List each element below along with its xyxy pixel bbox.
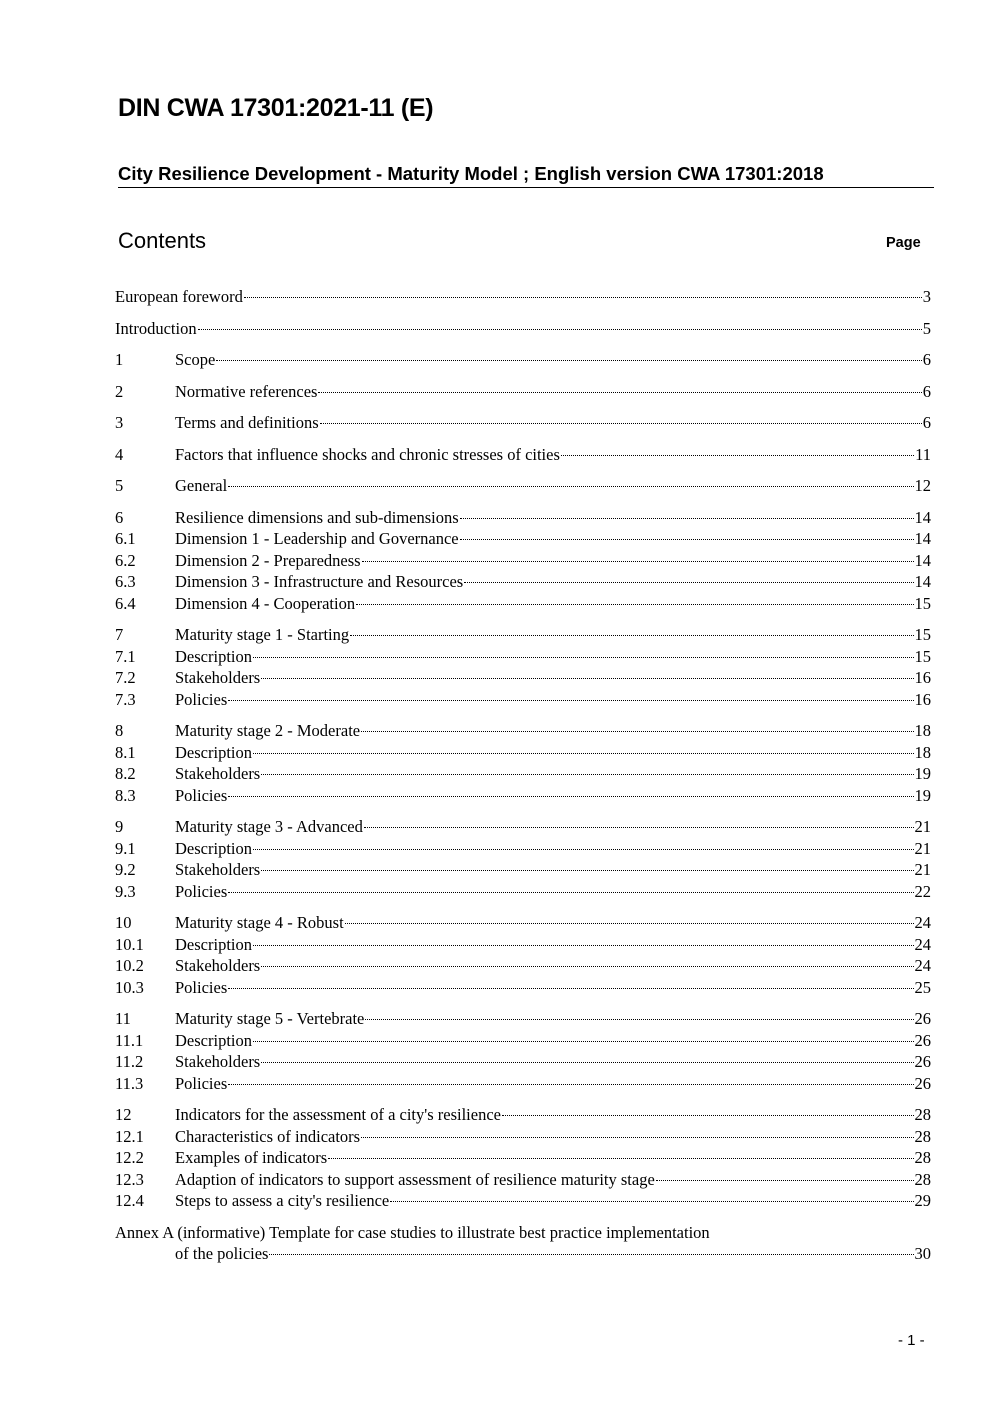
footer-page-number: - 1 - <box>898 1332 925 1349</box>
toc-entry-label: Policies <box>175 977 228 997</box>
toc-entry-label: Description <box>175 934 252 954</box>
toc-leader-dots <box>460 539 914 540</box>
toc-leader-dots <box>244 297 922 298</box>
toc-entry-label: Examples of indicators <box>175 1148 328 1167</box>
toc-entry-page: 28 <box>914 1105 931 1124</box>
toc-entry[interactable] <box>115 528 931 550</box>
toc-entry-number: 10.3 <box>115 977 144 997</box>
toc-entry-label: Dimension 2 - Preparedness <box>175 550 361 570</box>
toc-entry[interactable] <box>115 955 931 977</box>
toc-leader-dots <box>253 657 914 658</box>
toc-entry[interactable] <box>115 318 931 340</box>
toc-entry-page: 21 <box>914 817 931 836</box>
toc-entry-number: 8.1 <box>115 742 136 762</box>
contents-heading: Contents <box>118 228 207 253</box>
toc-leader-dots <box>228 700 913 701</box>
toc-entry-label: Factors that influence shocks and chronic stresses of cities <box>175 444 560 464</box>
toc-leader-dots <box>261 678 913 679</box>
toc-entry-page: 19 <box>914 785 931 805</box>
toc-entry-number: 3 <box>115 413 124 432</box>
toc-entry-number: 8.2 <box>115 764 136 783</box>
toc-entry-page: 16 <box>914 689 931 709</box>
toc-entry[interactable] <box>115 286 931 308</box>
toc-leader-dots <box>261 966 913 967</box>
toc-entry-page: 28 <box>914 1148 931 1167</box>
toc-leader-dots <box>261 774 913 775</box>
toc-entry-label: Policies <box>175 689 228 709</box>
toc-entry-label: Maturity stage 2 - Moderate <box>175 721 361 740</box>
toc-leader-dots <box>253 945 914 946</box>
toc-leader-dots <box>361 731 913 732</box>
toc-leader-dots <box>228 796 913 797</box>
toc-entry-label: Dimension 1 - Leadership and Governance <box>175 529 459 548</box>
toc-entry-label: Maturity stage 3 - Advanced <box>175 817 363 836</box>
table-of-contents <box>115 286 931 1265</box>
toc-entry[interactable] <box>115 934 931 956</box>
toc-entry-page: 14 <box>914 529 931 548</box>
toc-entry[interactable] <box>115 742 931 764</box>
toc-leader-dots <box>320 423 922 424</box>
toc-entry-label: Introduction <box>115 318 197 338</box>
toc-leader-dots <box>228 988 913 989</box>
toc-entry-page: 3 <box>922 287 931 306</box>
toc-entry[interactable] <box>115 507 931 529</box>
toc-entry-label: Maturity stage 5 - Vertebrate <box>175 1009 365 1028</box>
toc-entry[interactable] <box>115 785 931 807</box>
toc-entry-number: 11 <box>115 1009 131 1028</box>
toc-entry-number: 10.1 <box>115 934 144 954</box>
toc-entry-page: 24 <box>914 956 931 975</box>
toc-entry[interactable] <box>115 720 931 742</box>
toc-entry[interactable] <box>115 646 931 668</box>
toc-entry-page: 22 <box>914 881 931 901</box>
toc-entry-page: 16 <box>914 668 931 687</box>
toc-leader-dots <box>198 329 922 330</box>
toc-entry-page: 26 <box>914 1009 931 1028</box>
toc-entry-page: 5 <box>922 318 931 338</box>
toc-entry[interactable] <box>115 689 931 711</box>
toc-entry-label: Indicators for the assessment of a city's resilience <box>175 1105 501 1124</box>
toc-entry[interactable] <box>115 838 931 860</box>
toc-entry[interactable] <box>115 912 931 934</box>
toc-entry-number: 9 <box>115 817 124 836</box>
toc-leader-dots <box>356 604 913 605</box>
toc-entry-number: 8.3 <box>115 785 136 805</box>
toc-entry-label: Terms and definitions <box>175 413 319 432</box>
toc-entry-number: 6.1 <box>115 529 136 548</box>
toc-entry-number: 11.3 <box>115 1073 144 1093</box>
toc-entry-page: 19 <box>914 764 931 783</box>
toc-leader-dots <box>318 392 921 393</box>
toc-leader-dots <box>464 582 913 583</box>
toc-entry-number: 9.2 <box>115 860 136 879</box>
toc-entry-number: 7.2 <box>115 668 136 687</box>
toc-entry-label: Policies <box>175 1073 228 1093</box>
document-title: DIN CWA 17301:2021-11 (E) <box>118 94 434 122</box>
toc-entry-page: 12 <box>914 476 931 495</box>
toc-entry-label: Stakeholders <box>175 956 261 975</box>
toc-entry[interactable] <box>115 444 931 466</box>
toc-entry-page: 28 <box>914 1126 931 1146</box>
toc-entry-number: 8 <box>115 721 124 740</box>
toc-entry-page: 18 <box>914 742 931 762</box>
toc-leader-dots <box>656 1180 914 1181</box>
page-column-heading: Page <box>886 235 921 251</box>
toc-entry[interactable] <box>115 624 931 646</box>
toc-entry-label: Description <box>175 1030 252 1050</box>
toc-entry[interactable] <box>115 1190 931 1212</box>
toc-entry[interactable] <box>115 881 931 903</box>
toc-entry-page: 14 <box>914 572 931 591</box>
toc-leader-dots <box>361 1137 913 1138</box>
toc-entry-label: Adaption of indicators to support assessment of resilience maturity stage <box>175 1169 655 1189</box>
toc-leader-dots <box>345 923 914 924</box>
toc-entry-number: 12.4 <box>115 1191 144 1210</box>
toc-leader-dots <box>261 1062 913 1063</box>
toc-entry-page: 25 <box>914 977 931 997</box>
toc-entry[interactable] <box>115 593 931 615</box>
toc-entry[interactable] <box>115 1147 931 1169</box>
toc-leader-dots <box>269 1254 913 1255</box>
toc-leader-dots <box>253 753 914 754</box>
toc-entry[interactable] <box>115 1126 931 1148</box>
toc-entry-label: Scope <box>175 350 216 369</box>
toc-entry-page: 14 <box>914 507 931 527</box>
toc-entry-page: 21 <box>914 838 931 858</box>
toc-entry-page: 29 <box>914 1191 931 1210</box>
toc-entry-page: 24 <box>914 934 931 954</box>
toc-leader-dots <box>228 486 913 487</box>
toc-entry-number: 9.1 <box>115 838 136 858</box>
toc-entry-page: 11 <box>915 444 931 464</box>
toc-entry-page: 15 <box>914 625 931 644</box>
toc-entry-page: 26 <box>914 1030 931 1050</box>
toc-entry-number: 12.3 <box>115 1169 144 1189</box>
toc-entry[interactable] <box>115 1051 931 1073</box>
toc-entry-page: 18 <box>914 721 931 740</box>
toc-entry[interactable] <box>115 412 931 434</box>
toc-entry-label: Resilience dimensions and sub-dimensions <box>175 507 459 527</box>
toc-entry-label: Description <box>175 742 252 762</box>
toc-entry-label: Stakeholders <box>175 1052 261 1071</box>
toc-leader-dots <box>253 1041 914 1042</box>
toc-entry[interactable] <box>115 1008 931 1030</box>
toc-entry-label: Normative references <box>175 381 318 401</box>
toc-entry-label: Maturity stage 1 - Starting <box>175 625 350 644</box>
toc-entry-label: General <box>175 476 228 495</box>
toc-leader-dots <box>261 870 913 871</box>
toc-leader-dots <box>228 1084 913 1085</box>
toc-entry-page: 24 <box>914 913 931 932</box>
toc-entry[interactable] <box>115 763 931 785</box>
toc-entry[interactable] <box>115 667 931 689</box>
toc-entry-label: Stakeholders <box>175 668 261 687</box>
toc-entry-label: Stakeholders <box>175 860 261 879</box>
toc-entry[interactable] <box>115 475 931 497</box>
toc-entry-page: 21 <box>914 860 931 879</box>
toc-entry-label: Dimension 4 - Cooperation <box>175 593 356 613</box>
toc-entry-number: 9.3 <box>115 881 136 901</box>
toc-entry-number: 11.2 <box>115 1052 144 1071</box>
toc-leader-dots <box>460 518 914 519</box>
toc-entry-number: 5 <box>115 476 124 495</box>
toc-entry-label: Description <box>175 838 252 858</box>
toc-entries <box>115 286 931 1212</box>
toc-entry-label: Steps to assess a city's resilience <box>175 1191 390 1210</box>
toc-entry-number: 6.2 <box>115 550 136 570</box>
toc-entry[interactable] <box>115 381 931 403</box>
toc-entry[interactable] <box>115 977 931 999</box>
toc-entry[interactable] <box>115 859 931 881</box>
toc-entry-number: 10 <box>115 913 132 932</box>
toc-entry[interactable] <box>115 816 931 838</box>
toc-entry-number: 12.2 <box>115 1148 144 1167</box>
toc-entry-number: 12 <box>115 1105 132 1124</box>
toc-annex-page: 30 <box>914 1244 931 1263</box>
toc-entry-number: 1 <box>115 350 124 369</box>
toc-entry-page: 6 <box>922 381 931 401</box>
toc-entry-number: 12.1 <box>115 1126 144 1146</box>
toc-entry-page: 26 <box>914 1052 931 1071</box>
toc-entry-label: Description <box>175 646 252 666</box>
toc-entry-number: 10.2 <box>115 956 144 975</box>
toc-entry[interactable] <box>115 550 931 572</box>
toc-entry[interactable] <box>115 571 931 593</box>
toc-leader-dots <box>328 1158 913 1159</box>
toc-entry-number: 4 <box>115 444 124 464</box>
toc-leader-dots <box>362 561 914 562</box>
toc-entry[interactable] <box>115 1169 931 1191</box>
toc-entry-label: European foreword <box>115 287 243 306</box>
toc-leader-dots <box>502 1115 914 1116</box>
toc-entry-page: 15 <box>914 593 931 613</box>
toc-leader-dots <box>228 892 913 893</box>
toc-entry-label: Policies <box>175 881 228 901</box>
toc-entry-page: 6 <box>922 350 931 369</box>
toc-entry-page: 14 <box>914 550 931 570</box>
toc-leader-dots <box>350 635 913 636</box>
toc-entry-label: Characteristics of indicators <box>175 1126 361 1146</box>
toc-entry-number: 11.1 <box>115 1030 144 1050</box>
toc-entry-number: 6.3 <box>115 572 136 591</box>
toc-entry-label: Dimension 3 - Infrastructure and Resources <box>175 572 464 591</box>
toc-entry-number: 7.1 <box>115 646 136 666</box>
toc-entry-number: 7 <box>115 625 124 644</box>
toc-entry-page: 6 <box>922 413 931 432</box>
toc-annex-label: of the policies <box>175 1244 269 1263</box>
toc-entry-page: 28 <box>914 1169 931 1189</box>
toc-leader-dots <box>561 455 914 456</box>
toc-leader-dots <box>390 1201 913 1202</box>
toc-entry-number: 2 <box>115 381 124 401</box>
toc-entry[interactable] <box>115 1104 931 1126</box>
toc-entry-label: Stakeholders <box>175 764 261 783</box>
toc-leader-dots <box>364 827 914 828</box>
toc-entry-label: Policies <box>175 785 228 805</box>
toc-entry[interactable] <box>115 349 931 371</box>
toc-annex-title[interactable]: Annex A (informative) Template for case studies to illustrate best practice implementation <box>115 1222 710 1242</box>
toc-leader-dots <box>253 849 914 850</box>
toc-entry[interactable] <box>115 1073 931 1095</box>
toc-entry-page: 26 <box>914 1073 931 1093</box>
toc-annex-entry[interactable] <box>115 1243 931 1265</box>
toc-leader-dots <box>216 360 921 361</box>
toc-entry-number: 6 <box>115 507 124 527</box>
toc-entry-label: Maturity stage 4 - Robust <box>175 913 344 932</box>
toc-entry-page: 15 <box>914 646 931 666</box>
toc-entry[interactable] <box>115 1030 931 1052</box>
toc-entry-number: 7.3 <box>115 689 136 709</box>
toc-entry-number: 6.4 <box>115 593 136 613</box>
toc-leader-dots <box>365 1019 913 1020</box>
document-subtitle: City Resilience Development - Maturity Model ; English version CWA 17301:2018 <box>118 163 934 188</box>
